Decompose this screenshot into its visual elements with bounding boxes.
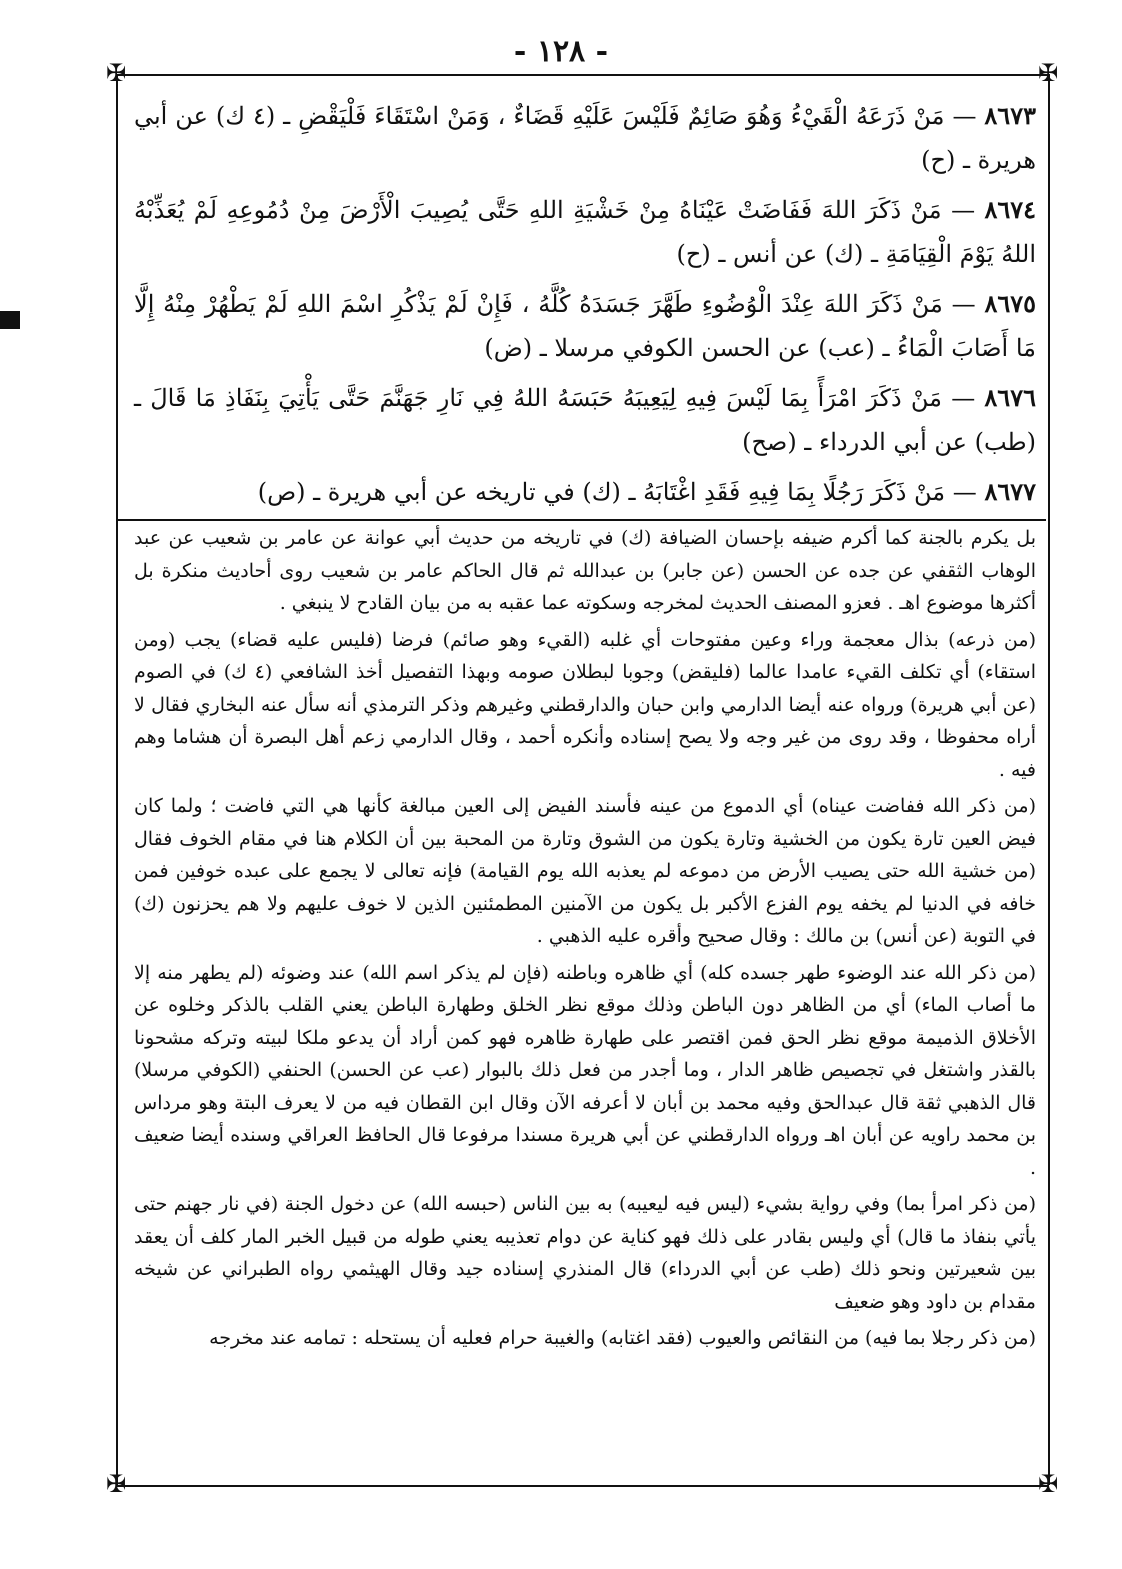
hadith-number: ٨٦٧٣ bbox=[984, 101, 1036, 130]
corner-ornament-icon: ✠ bbox=[105, 1470, 127, 1498]
frame-top-rule bbox=[116, 74, 1048, 76]
section-divider bbox=[118, 519, 1046, 521]
hadith-entry bbox=[134, 376, 1036, 464]
hadith-dash: — bbox=[951, 290, 976, 318]
hadith-number: ٨٦٧٦ bbox=[984, 383, 1036, 412]
hadith-text: مَنْ ذَرَعَهُ الْقَيْءُ وَهُوَ صَائِمٌ فَلَيْسَ عَلَيْهِ قَضَاءٌ ، وَمَنْ اسْتَقَاءَ فَلْيَقْضِ ـ (٤ ك) عن أبي هريرة ـ (ح) bbox=[134, 102, 1036, 174]
commentary-paragraph: (من ذكر رجلا بما فيه) من النقائص والعيوب (فقد اغتابه) والغيبة حرام فعليه أن يستحله : تمامه عند مخرجه bbox=[209, 1327, 1036, 1349]
commentary-paragraph: (من ذكر امرأ بما) وفي رواية بشيء (ليس فيه ليعيبه) به بين الناس (حبسه الله) عن دخول الجنة (في نار جهنم حتى يأتي بنفاذ ما قال) أي وليس بقادر على ذلك فهو كناية عن دوام تعذيبه يعني طوله من قبيل الخبر المار كلف أن يعقد بين شعيرتين ونحو ذلك (طب عن أبي الدرداء) قال المنذري إسناده جيد وقال الهيثمي رواه الطبراني عن شيخه مقدام بن داود وهو ضعيف bbox=[134, 1193, 1036, 1313]
hadith-entry bbox=[134, 188, 1036, 276]
commentary-section bbox=[134, 522, 1036, 1472]
commentary-paragraph: (من ذكر الله ففاضت عيناه) أي الدموع من عينه فأسند الفيض إلى العين مبالغة كأنها هي التي فاضت ؛ ولما كان فيض العين تارة يكون من الخشية وتارة يكون من الشوق وتارة من المحبة بين أن الكلام هنا في مقام الخوف فقال (من خشية الله حتى يصيب الأرض من دموعه لم يعذبه الله يوم القيامة) فإنه تعالى لا يجمع على عبده خوفين فمن خافه في الدنيا لم يخفه يوم الفزع الأكبر بل يكون من الآمنين المطمئنين الذين لا خوف عليهم ولا هم يحزنون (ك) في التوبة (عن أنس) بن مالك : وقال صحيح وأقره عليه الذهبي . bbox=[134, 795, 1036, 947]
scan-edge-mark bbox=[0, 311, 20, 329]
hadith-entry bbox=[134, 94, 1036, 182]
commentary-paragraph: بل يكرم بالجنة كما أكرم ضيفه بإحسان الضيافة (ك) في تاريخه من حديث أبي عوانة عن عامر بن شعيب عن عبد الوهاب الثقفي عن جده عن الحسن (عن جابر) بن عبدالله ثم قال الحاكم عامر بن شعيب روى أحاديث منكرة بل أكثرها موضوع اهـ . فعزو المصنف الحديث لمخرجه وسكوته عما عقبه به من بيان القادح لا ينبغي . bbox=[134, 527, 1037, 614]
commentary-paragraph: (من ذرعه) بذال معجمة وراء وعين مفتوحات أي غلبه (القيء وهو صائم) فرضا (فليس عليه قضاء) يجب (ومن استقاء) أي تكلف القيء عامدا عالما (فليقض) وجوبا لبطلان صومه وبهذا التفصيل أخذ الشافعي (٤ ك) في الصوم (عن أبي هريرة) ورواه عنه أيضا الدارمي وابن حبان والدارقطني وغيرهم وذكر الترمذي أنه سأل عنه البخاري فقال لا أراه محفوظا ، وقد روى من غير وجه ولا يصح إسناده وأنكره أحمد ، وقال الدارمي زعم أهل البصرة أن هشاما وهم فيه . bbox=[134, 628, 1036, 781]
hadith-text: مَنْ ذَكَرَ اللهَ عِنْدَ الْوُضُوءِ طَهَّرَ جَسَدَهُ كُلَّهُ ، فَإِنْ لَمْ يَذْكُرِ اسْمَ اللهِ لَمْ يَطْهُرْ مِنْهُ إِلَّا مَا أَصَابَ الْمَاءُ ـ (عب) عن الحسن الكوفي مرسلا ـ (ض) bbox=[134, 290, 1036, 362]
hadith-dash: — bbox=[952, 102, 977, 130]
corner-ornament-icon: ✠ bbox=[1037, 59, 1059, 87]
hadith-number: ٨٦٧٧ bbox=[984, 477, 1036, 506]
hadith-text: مَنْ ذَكَرَ امْرَأً بِمَا لَيْسَ فِيهِ لِيَعِيبَهُ حَبَسَهُ اللهُ فِي نَارِ جَهَنَّمَ حَتَّى يَأْتِيَ بِنَفَاذِ مَا قَالَ ـ (طب) عن أبي الدرداء ـ (صح) bbox=[134, 384, 1036, 456]
hadith-dash: — bbox=[951, 384, 976, 412]
corner-ornament-icon: ✠ bbox=[105, 59, 127, 87]
hadith-list bbox=[134, 94, 1036, 510]
hadith-text: مَنْ ذَكَرَ رَجُلًا بِمَا فِيهِ فَقَدِ اغْتَابَهُ ـ (ك) في تاريخه عن أبي هريرة ـ (ص) bbox=[257, 478, 946, 506]
hadith-text: مَنْ ذَكَرَ اللهَ فَفَاضَتْ عَيْنَاهُ مِنْ خَشْيَةِ اللهِ حَتَّى يُصِيبَ الْأَرْضَ مِنْ دُمُوعِهِ لَمْ يُعَذِّبْهُ اللهُ يَوْمَ الْقِيَامَةِ ـ (ك) عن أنس ـ (ح) bbox=[134, 196, 1036, 268]
hadith-entry bbox=[134, 470, 1036, 514]
hadith-dash: — bbox=[952, 478, 977, 506]
frame-bottom-rule bbox=[116, 1485, 1048, 1487]
hadith-entry bbox=[134, 282, 1036, 370]
hadith-dash: — bbox=[951, 196, 976, 224]
corner-ornament-icon: ✠ bbox=[1037, 1470, 1059, 1498]
frame-right-rule bbox=[1048, 74, 1050, 1485]
commentary-paragraph: (من ذكر الله عند الوضوء طهر جسده كله) أي ظاهره وباطنه (فإن لم يذكر اسم الله) عند وضوئه (لم يطهر منه إلا ما أصاب الماء) أي من الظاهر دون الباطن وذلك موقع نظر الخلق وطهارة الباطن يعني القلب بالذكر وخلوه عن الأخلاق الذميمة موقع نظر الحق فمن اقتصر على طهارة ظاهره فهو كمن أراد أن يدعو ملكا لبيته وتركه مشحونا بالقذر واشتغل في تجصيص ظاهر الدار ، وما أجدر من فعل ذلك بالبوار (عب عن الحسن) الحنفي (الكوفي مرسلا) قال الذهبي ثقة قال عبدالحق وفيه محمد بن أبان لا أعرفه الآن وقال ابن القطان فيه من لا يعرف البتة وهو مرداس بن محمد راويه عن أبان اهـ ورواه الدارقطني عن أبي هريرة مسندا مرفوعا قال الحافظ العراقي وسنده أيضا ضعيف . bbox=[134, 961, 1036, 1179]
page-number: - ١٢٨ - bbox=[513, 34, 609, 69]
frame-left-rule bbox=[116, 74, 118, 1485]
hadith-number: ٨٦٧٤ bbox=[984, 195, 1037, 224]
hadith-number: ٨٦٧٥ bbox=[984, 289, 1036, 318]
